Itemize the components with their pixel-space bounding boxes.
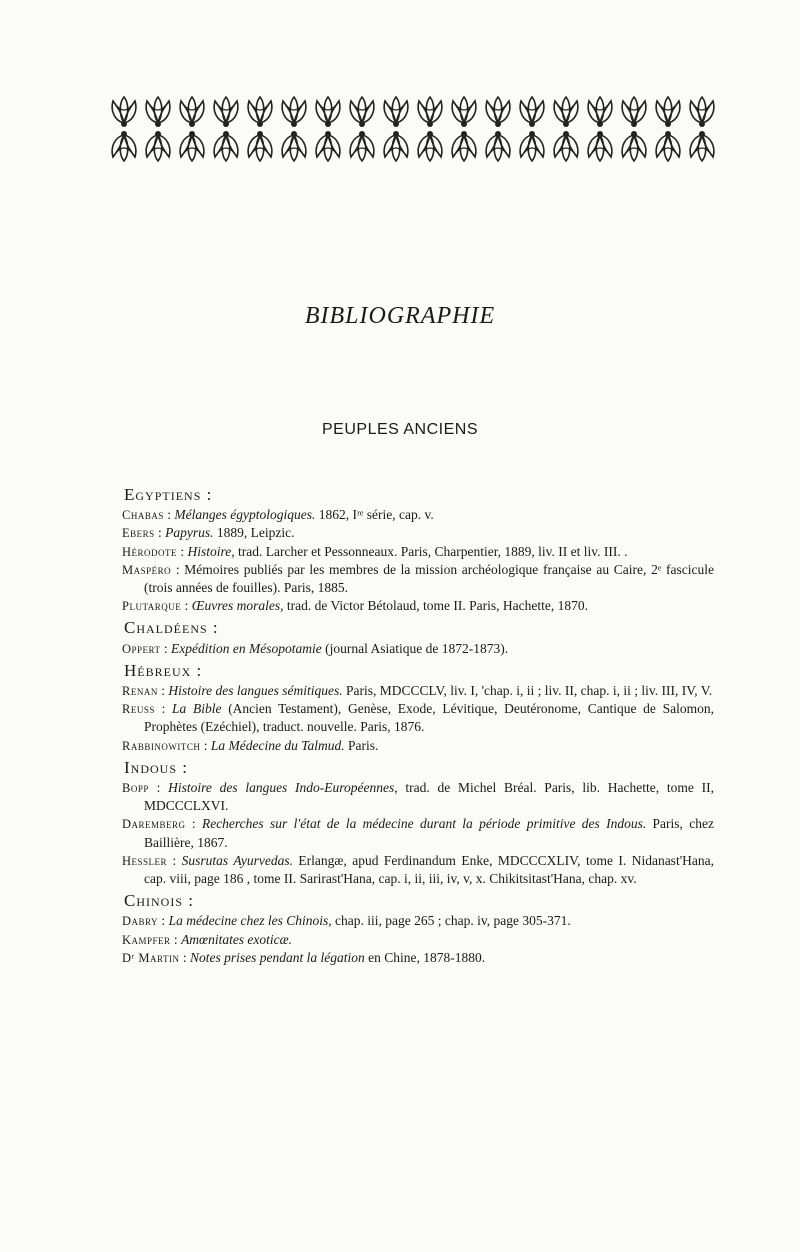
entry-details: Erlangæ, apud Ferdinandum Enke, MDCCCXLIV, tome I. Nidanast'Hana, cap. viii, page 186 , tome II. Sarirast'Hana, cap. i, ii, iii, iv, v, x. Chikitsitast'Hana, chap. xv. xyxy=(144,852,714,887)
entry-work-title: Amœnitates exoticæ. xyxy=(181,931,293,947)
entry-separator: : xyxy=(157,683,169,699)
ornament-band xyxy=(107,93,719,165)
bibliography-entry xyxy=(122,640,714,658)
sections-container xyxy=(122,486,714,967)
entry-details: Paris. xyxy=(344,737,379,753)
bibliography-entry xyxy=(122,949,714,967)
flower-ornament-icon xyxy=(107,93,141,129)
flower-ornament-icon xyxy=(175,129,209,165)
flower-ornament-icon xyxy=(481,93,515,129)
entry-author: Ebers xyxy=(122,526,155,541)
flower-ornament-icon xyxy=(685,129,719,165)
flower-ornament-icon xyxy=(583,129,617,165)
entry-details: 1862, Iʳᵉ série, cap. v. xyxy=(315,507,434,523)
entry-author: Kampfer xyxy=(122,932,171,947)
section-heading: Egyptiens : xyxy=(124,485,213,504)
bibliography-entry xyxy=(122,852,714,888)
page-subtitle: PEUPLES ANCIENS xyxy=(322,421,478,438)
flower-ornament-icon xyxy=(141,93,175,129)
entry-author: Daremberg xyxy=(122,817,186,832)
entry-work-title: Histoire des langues Indo-Européennes, xyxy=(168,780,398,796)
flower-ornament-icon xyxy=(481,129,515,165)
entry-author: Chabas xyxy=(122,508,164,523)
bibliography-entry xyxy=(122,737,714,755)
flower-ornament-icon xyxy=(651,129,685,165)
entry-separator: : xyxy=(171,561,185,577)
entry-work-title: Œuvres morales, xyxy=(191,598,284,614)
entry-separator: : xyxy=(158,913,169,929)
bibliography-entry xyxy=(122,931,714,949)
entry-work-title: La Bible xyxy=(172,701,222,717)
flower-ornament-icon xyxy=(107,129,141,165)
flower-ornament-icon xyxy=(311,129,345,165)
bibliography-entry xyxy=(122,912,714,930)
flower-ornament-icon xyxy=(685,93,719,129)
entry-author: Hérodote xyxy=(122,544,178,559)
section-heading: Indous : xyxy=(124,757,188,777)
flower-ornament-icon xyxy=(277,93,311,129)
entry-separator: : xyxy=(200,737,211,753)
entry-details: trad. de Victor Bétolaud, tome II. Paris, Hachette, 1870. xyxy=(283,598,588,614)
flower-ornament-icon xyxy=(379,93,413,129)
entry-separator: : xyxy=(170,931,182,947)
entry-work-title: La médecine chez les Chinois, xyxy=(168,913,332,929)
flower-ornament-icon xyxy=(617,93,651,129)
flower-ornament-icon xyxy=(549,93,583,129)
flower-ornament-icon xyxy=(345,129,379,165)
flower-ornament-icon xyxy=(583,93,617,129)
entry-work-title: Expédition en Mésopotamie xyxy=(171,640,322,656)
entry-author: Rabbinowitch xyxy=(122,738,201,753)
bibliography-entry xyxy=(122,597,714,615)
flower-ornament-icon xyxy=(277,129,311,165)
entry-details: 1889, Leipzic. xyxy=(213,525,295,541)
flower-ornament-icon xyxy=(515,93,549,129)
entry-author: Dabry xyxy=(122,914,159,929)
entry-details: Mémoires publiés par les membres de la mission archéologique française au Caire, 2ᵉ fascicule (trois années de fouilles). Paris, 1885. xyxy=(144,561,714,596)
entry-separator: : xyxy=(167,852,182,868)
entry-separator: : xyxy=(154,525,166,541)
entry-work-title: Mélanges égyptologiques. xyxy=(174,507,316,523)
ornament-row-top xyxy=(107,93,719,129)
bibliography-entry xyxy=(122,700,714,736)
bibliography-content xyxy=(122,482,714,967)
flower-ornament-icon xyxy=(651,93,685,129)
entry-details: (Ancien Testament), Genèse, Exode, Lévitique, Deutéronome, Cantique de Salomon, Prophètes (Ezéchiel), traduct. nouvelle. Paris, 1876. xyxy=(144,701,714,735)
entry-details: chap. iii, page 265 ; chap. iv, page 305-371. xyxy=(331,913,571,929)
bibliography-entry xyxy=(122,561,714,597)
entry-work-title: Histoire des langues sémitiques. xyxy=(168,683,343,699)
flower-ornament-icon xyxy=(549,129,583,165)
entry-details: Paris, MDCCCLV, liv. I, 'chap. i, ii ; liv. II, chap. i, ii ; liv. III, IV, V. xyxy=(342,683,713,699)
entry-author: Bopp xyxy=(122,781,149,796)
entry-separator: : xyxy=(185,816,202,832)
section-heading: Chinois : xyxy=(124,891,194,911)
entry-author: Maspéro xyxy=(122,562,172,577)
bibliography-entry xyxy=(122,543,714,561)
entry-details: Paris, chez Baillière, 1867. xyxy=(144,816,714,850)
ornament-row-bottom xyxy=(107,129,719,165)
flower-ornament-icon xyxy=(175,93,209,129)
flower-ornament-icon xyxy=(311,93,345,129)
entry-details: en Chine, 1878-1880. xyxy=(364,949,486,965)
entry-details: (journal Asiatique de 1872-1873). xyxy=(321,640,509,656)
entry-author: Renan xyxy=(122,684,158,699)
entry-work-title: La Médecine du Talmud. xyxy=(210,737,345,753)
bibliography-entry xyxy=(122,815,714,851)
flower-ornament-icon xyxy=(209,129,243,165)
entry-author: Oppert xyxy=(122,641,161,656)
section-heading: Hébreux : xyxy=(124,660,203,680)
bibliography-entry xyxy=(122,682,714,700)
entry-separator: : xyxy=(181,598,192,614)
flower-ornament-icon xyxy=(447,93,481,129)
entry-separator: : xyxy=(179,949,190,965)
flower-ornament-icon xyxy=(413,93,447,129)
flower-ornament-icon xyxy=(345,93,379,129)
entry-work-title: Recherches sur l'état de la médecine durant la période primitive des Indous. xyxy=(201,816,647,832)
entry-work-title: Papyrus. xyxy=(165,525,214,541)
entry-separator: : xyxy=(163,507,175,523)
flower-ornament-icon xyxy=(243,93,277,129)
flower-ornament-icon xyxy=(209,93,243,129)
entry-author: Hessler xyxy=(122,853,168,868)
entry-separator: : xyxy=(160,640,172,656)
entry-author: Dʳ Martin xyxy=(122,950,180,965)
entry-author: Reuss xyxy=(122,702,155,717)
page-title: BIBLIOGRAPHIE xyxy=(304,303,496,329)
entry-details: trad. Larcher et Pessonneaux. Paris, Charpentier, 1889, liv. II et liv. III. . xyxy=(234,543,628,559)
entry-author: Plutarque xyxy=(122,599,182,614)
entry-work-title: Susrutas Ayurvedas. xyxy=(181,852,293,868)
section-heading: Chaldéens : xyxy=(124,618,219,638)
flower-ornament-icon xyxy=(141,129,175,165)
entry-separator: : xyxy=(154,701,173,717)
entry-work-title: Histoire, xyxy=(187,543,235,559)
flower-ornament-icon xyxy=(617,129,651,165)
bibliography-entry xyxy=(122,779,714,815)
entry-work-title: Notes prises pendant la légation xyxy=(189,949,365,965)
flower-ornament-icon xyxy=(515,129,549,165)
entry-separator: : xyxy=(177,543,188,559)
flower-ornament-icon xyxy=(379,129,413,165)
entry-details: trad. de Michel Bréal. Paris, lib. Hachette, tome II, MDCCCLXVI. xyxy=(144,780,714,814)
bibliography-entry xyxy=(122,524,714,542)
flower-ornament-icon xyxy=(243,129,277,165)
entry-separator: : xyxy=(148,780,169,796)
bibliography-entry xyxy=(122,506,714,524)
flower-ornament-icon xyxy=(447,129,481,165)
flower-ornament-icon xyxy=(413,129,447,165)
